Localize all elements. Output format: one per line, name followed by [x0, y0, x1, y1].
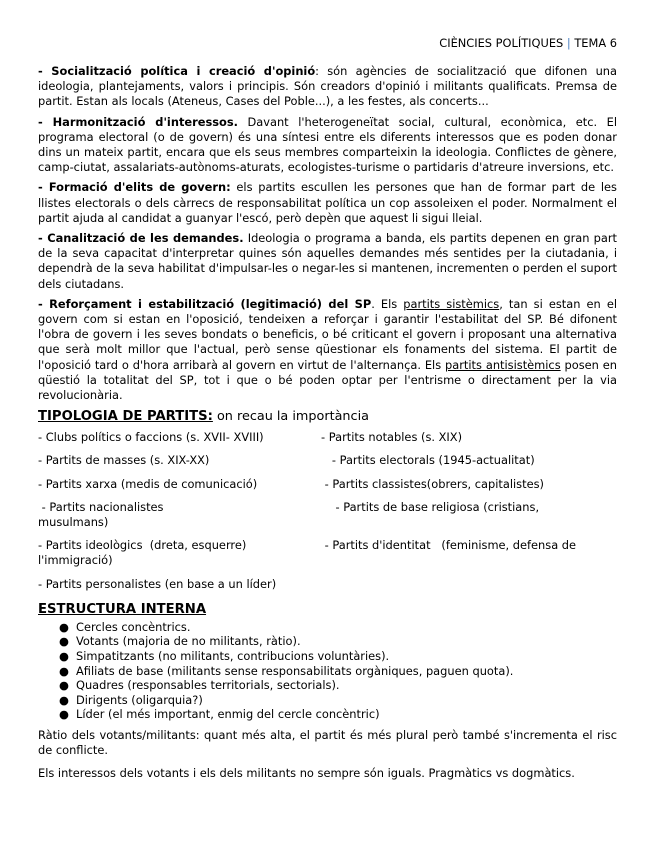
- list-item: [59, 619, 617, 635]
- tipologia-item: - Clubs polítics o faccions (s. XVII- XVIII): [38, 430, 264, 445]
- tipologia-item: - Partits de base religiosa (cristians,: [321, 499, 540, 514]
- bullet-icon: ●: [59, 692, 69, 707]
- tipologia-heading: [38, 408, 617, 425]
- function-title: - Reforçament i estabilització (legitimació) del SP: [38, 296, 372, 311]
- tipologia-title: TIPOLOGIA DE PARTITS:: [38, 409, 213, 425]
- list-item-text: Cercles concèntrics.: [76, 619, 191, 634]
- function-text: Davant l'heterogeneïtat social, cultural, econòmica, etc. El programa electoral (o de govern) és una síntesi entre els diferents interessos que es poden donar dins un mateix partit, encara que els seus membres comparteixin la ideologia. Conflictes de gènere, camp-ciutat, assalariats-autònoms-aturats, ecologistes-turisme o partidaris d'atreure inversions, etc.: [38, 114, 617, 175]
- bullet-icon: ●: [59, 619, 69, 634]
- list-item: [59, 634, 617, 649]
- tipologia-item: - Partits personalistes (en base a un líder): [38, 576, 277, 591]
- estructura-list: [38, 620, 617, 722]
- interests-paragraph: Els interessos dels votants i els dels militants no sempre són iguals. Pragmàtics vs dogmàtics.: [38, 766, 575, 781]
- tipologia-row: [38, 453, 617, 468]
- list-item-text: Líder (el més important, enmig del cercle concèntric): [76, 707, 380, 722]
- function-text: . Els: [371, 296, 404, 311]
- function-text: , tan si estan en el govern com si estan en l'oposició, tendeixen a reforçar i garantir l'estabilitat del SP. Bé difonent l'obra de govern i les seves bondats o beneficis, o bé criticant el govern i proposant una alternativa que serà molt millor que l'actual, però sense qüestionar els fonaments del sistema. El partit de l'oposició tard o d'hora arribarà al govern en virtut de l'alternança. Els: [38, 296, 617, 372]
- estructura-title: ESTRUCTURA INTERNA: [38, 601, 207, 617]
- tipologia-item: - Partits de masses (s. XIX-XX): [38, 453, 210, 468]
- list-item: [59, 663, 617, 679]
- tipologia-item: - Partits notables (s. XIX): [321, 430, 463, 445]
- bullet-icon: ●: [59, 707, 69, 722]
- list-item: [59, 707, 617, 722]
- tipologia-subtitle: on recau la importància: [212, 409, 369, 425]
- bullet-icon: ●: [59, 678, 69, 693]
- function-text: els partits escullen les persones que han de formar part de les llistes electorals o dels càrrecs de responsabilitat política un cop assoleixen el poder. Normalment el partit ajuda al candidat a guanyar l'escó, però depèn que aquest li sigui lleial.: [38, 180, 617, 225]
- tipologia-item-continuation: l'immigració): [38, 553, 113, 568]
- term-partits-antisistemics: partits antisistèmics: [445, 357, 561, 372]
- list-item-text: Afiliats de base (militants sense responsabilitats orgàniques, paguen quota).: [76, 663, 514, 678]
- tipologia-row: [38, 477, 617, 492]
- function-text: posen en qüestió la totalitat del SP, tot i que o bé poden optar per l'entrisme o directament per la via revolucionària.: [38, 357, 617, 403]
- function-reforcament: [38, 297, 617, 403]
- function-harmonitzacio: [38, 115, 617, 176]
- tipologia-item: - Partits nacionalistes: [38, 499, 164, 514]
- tipologia-item: - Partits ideològics (dreta, esquerre): [38, 538, 247, 553]
- function-title: - Socialització política i creació d'opinió: [38, 64, 316, 78]
- term-partits-sistemics: partits sistèmics: [403, 296, 500, 311]
- tipologia-row: [38, 577, 617, 592]
- header-title: CIÈNCIES POLÍTIQUES: [439, 36, 564, 50]
- header-separator: |: [566, 36, 571, 50]
- tipologia-row-continuation: [38, 515, 617, 530]
- bullet-icon: ●: [59, 663, 69, 678]
- header-tema: TEMA 6: [574, 36, 617, 50]
- list-item: [59, 678, 617, 693]
- list-item-text: Dirigents (oligarquia?): [76, 692, 203, 707]
- function-title: - Harmonització d'interessos.: [38, 114, 238, 129]
- tipologia-table: [38, 430, 617, 592]
- list-item: [59, 649, 617, 664]
- function-text: Ideologia o programa a banda, els partits depenen en gran part de la seva capacitat d'interpretar quines són aquelles demandes més sentides per la ciutadania, i dependrà de la seva habilitat d'impulsar-les o negar-les si mantenen, incrementen o perden el suport dels ciutadans.: [38, 231, 617, 291]
- list-item-text: Votants (majoria de no militants, ràtio).: [76, 634, 301, 649]
- list-item: [59, 692, 617, 708]
- page-header: [38, 36, 617, 50]
- tipologia-item: - Partits d'identitat (feminisme, defensa de: [321, 538, 577, 553]
- document-page: [38, 36, 617, 782]
- tipologia-item: - Partits electorals (1945-actualitat): [321, 453, 535, 468]
- tipologia-item-continuation: musulmans): [38, 515, 109, 530]
- function-text: : són agències de socialització que difonen una ideologia, plantejaments, valors i principis. Són creadors d'opinió i militants qualificats. Premsa de partit. Estan als locals (Ateneus, Cases del Poble...), a les festes, als concerts...: [38, 64, 617, 109]
- ratio-paragraph: Ràtio dels votants/militants: quant més alta, el partit és més plural però també s'incrementa el risc de conflicte.: [38, 728, 617, 758]
- tipologia-item: - Partits xarxa (medis de comunicació): [38, 476, 258, 491]
- tipologia-row: [38, 500, 617, 515]
- tipologia-row: [38, 430, 617, 445]
- function-title: - Formació d'elits de govern:: [38, 180, 231, 195]
- function-canalitzacio: [38, 231, 617, 292]
- bullet-icon: ●: [59, 634, 69, 649]
- tipologia-item: - Partits classistes(obrers, capitalistes): [321, 476, 544, 491]
- function-title: - Canalització de les demandes.: [38, 231, 244, 246]
- tipologia-row-continuation: [38, 553, 617, 568]
- list-item-text: Quadres (responsables territorials, sectorials).: [76, 678, 340, 693]
- list-item-text: Simpatitzants (no militants, contribucions voluntàries).: [76, 649, 390, 664]
- function-elits: [38, 180, 617, 226]
- bullet-icon: ●: [59, 649, 69, 664]
- function-socialitzacio: [38, 64, 617, 110]
- tipologia-row: [38, 538, 617, 553]
